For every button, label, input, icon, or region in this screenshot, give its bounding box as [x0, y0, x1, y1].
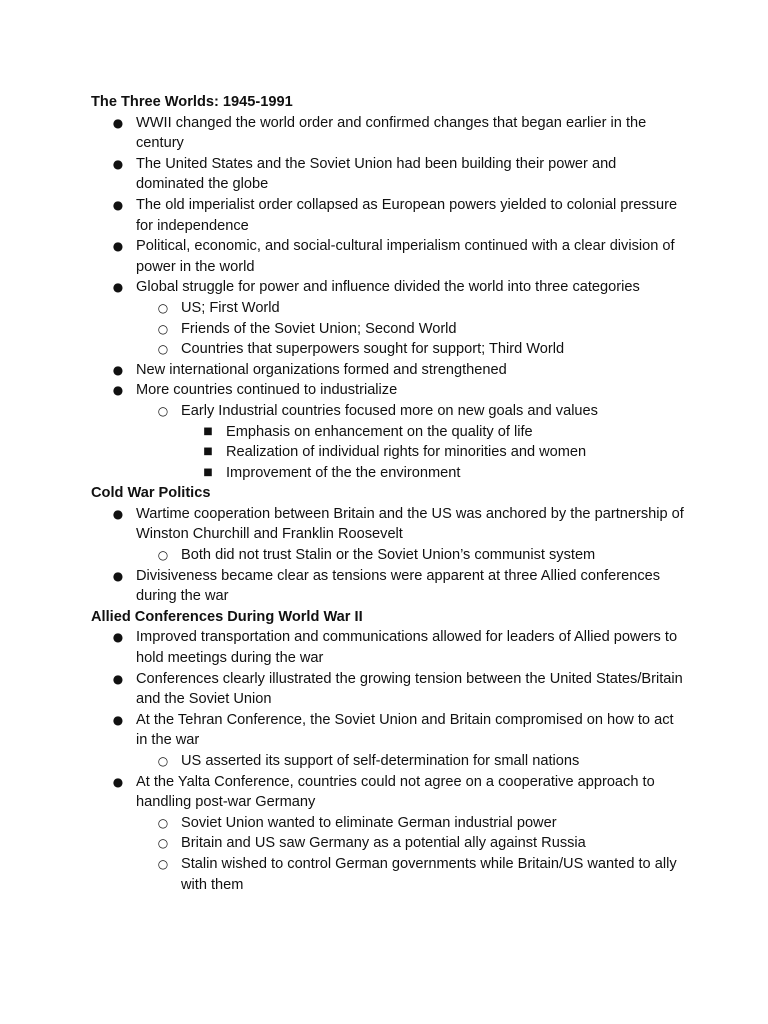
- bullet-item: [0, 360, 768, 381]
- filled-square-bullet-icon: ■: [203, 446, 213, 458]
- sub-bullet-item: [0, 298, 768, 319]
- section-heading: Allied Conferences During World War II: [91, 608, 363, 625]
- bullet-text: Realization of individual rights for minorities and women: [226, 444, 587, 461]
- bullet-item: [0, 277, 768, 298]
- bullet-text: The United States and the Soviet Union had been building their power and dominated the globe: [136, 155, 617, 193]
- bullet-text: US asserted its support of self-determination for small nations: [181, 753, 580, 769]
- sub-bullet-item: [0, 339, 768, 360]
- bullet-item: [0, 154, 768, 195]
- filled-circle-bullet-icon: ●: [112, 115, 124, 130]
- sub-bullet-item: [0, 319, 768, 340]
- bullet-text: Emphasis on enhancement on the quality of life: [226, 423, 533, 440]
- sub-bullet-item: [0, 833, 768, 854]
- bullet-item: [0, 195, 768, 236]
- bullet-text: WWII changed the world order and confirmed changes that began earlier in the century: [136, 114, 647, 152]
- bullet-item: [0, 504, 768, 545]
- sub-bullet-item: [0, 813, 768, 834]
- bullet-text: Political, economic, and social-cultural imperialism continued with a clear division of power in the world: [136, 238, 675, 275]
- bullet-text: Both did not trust Stalin or the Soviet Union’s communist system: [181, 547, 596, 564]
- filled-circle-bullet-icon: ●: [112, 239, 124, 254]
- bullet-item: [0, 710, 768, 751]
- section-heading: The Three Worlds: 1945-1991: [91, 94, 293, 110]
- hollow-circle-bullet-icon: ○: [157, 300, 169, 315]
- hollow-circle-bullet-icon: ○: [157, 856, 169, 871]
- filled-square-bullet-icon: ■: [203, 466, 213, 478]
- filled-circle-bullet-icon: ●: [112, 197, 124, 212]
- bullet-text: The old imperialist order collapsed as European powers yielded to colonial pressure for independence: [136, 196, 678, 234]
- bullet-text: Countries that superpowers sought for support; Third World: [181, 341, 565, 358]
- bullet-item: [0, 627, 768, 668]
- bullet-text: Conferences clearly illustrated the growing tension between the United States/Britain and the Soviet Union: [136, 670, 683, 708]
- bullet-item: [0, 772, 768, 813]
- bullet-text: Friends of the Soviet Union; Second World: [181, 320, 457, 337]
- bullet-text: Soviet Union wanted to eliminate German industrial power: [181, 814, 557, 831]
- bullet-text: Stalin wished to control German governments while Britain/US wanted to ally with them: [181, 855, 677, 893]
- filled-circle-bullet-icon: ●: [112, 671, 124, 686]
- sub-bullet-item: [0, 545, 768, 566]
- filled-circle-bullet-icon: ●: [112, 156, 124, 171]
- bullet-text: New international organizations formed and strengthened: [136, 361, 507, 378]
- hollow-circle-bullet-icon: ○: [157, 548, 169, 563]
- bullet-text: At the Yalta Conference, countries could not agree on a cooperative approach to handling post-war Germany: [136, 773, 655, 811]
- bullet-text: Divisiveness became clear as tensions were apparent at three Allied conferences during the war: [136, 567, 661, 605]
- sub-bullet-item: [0, 401, 768, 422]
- bullet-text: Britain and US saw Germany as a potential ally against Russia: [181, 835, 586, 852]
- section-heading: Cold War Politics: [91, 485, 211, 502]
- sub-sub-bullet-item: [0, 442, 768, 463]
- bullet-text: At the Tehran Conference, the Soviet Union and Britain compromised on how to act in the war: [136, 711, 674, 749]
- sub-bullet-item: [0, 751, 768, 772]
- hollow-circle-bullet-icon: ○: [157, 836, 169, 851]
- sub-bullet-item: [0, 854, 768, 895]
- bullet-text: Early Industrial countries focused more on new goals and values: [181, 402, 598, 419]
- hollow-circle-bullet-icon: ○: [157, 403, 169, 418]
- bullet-text: Improved transportation and communications allowed for leaders of Allied powers to hold meetings during the war: [136, 629, 678, 667]
- filled-circle-bullet-icon: ●: [112, 568, 124, 583]
- bullet-item: [0, 669, 768, 710]
- filled-circle-bullet-icon: ●: [112, 506, 124, 521]
- filled-circle-bullet-icon: ●: [112, 383, 124, 398]
- sub-sub-bullet-item: [0, 463, 768, 484]
- filled-circle-bullet-icon: ●: [112, 630, 124, 645]
- bullet-item: [0, 113, 768, 154]
- filled-circle-bullet-icon: ●: [112, 774, 124, 789]
- filled-square-bullet-icon: ■: [203, 425, 213, 437]
- filled-circle-bullet-icon: ●: [112, 712, 124, 727]
- bullet-text: Wartime cooperation between Britain and the US was anchored by the partnership of Winston Churchill and Franklin Roosevelt: [136, 505, 684, 543]
- sub-sub-bullet-item: [0, 422, 768, 443]
- filled-circle-bullet-icon: ●: [112, 362, 124, 377]
- bullet-text: US; First World: [181, 299, 280, 316]
- bullet-item: [0, 236, 768, 277]
- hollow-circle-bullet-icon: ○: [157, 754, 169, 768]
- bullet-text: Global struggle for power and influence divided the world into three categories: [136, 279, 640, 296]
- hollow-circle-bullet-icon: ○: [157, 321, 169, 336]
- hollow-circle-bullet-icon: ○: [157, 815, 169, 830]
- bullet-item: [0, 380, 768, 401]
- bullet-text: Improvement of the the environment: [226, 464, 461, 481]
- bullet-text: More countries continued to industrialize: [136, 382, 398, 399]
- filled-circle-bullet-icon: ●: [112, 280, 124, 295]
- hollow-circle-bullet-icon: ○: [157, 342, 169, 357]
- bullet-item: [0, 566, 768, 607]
